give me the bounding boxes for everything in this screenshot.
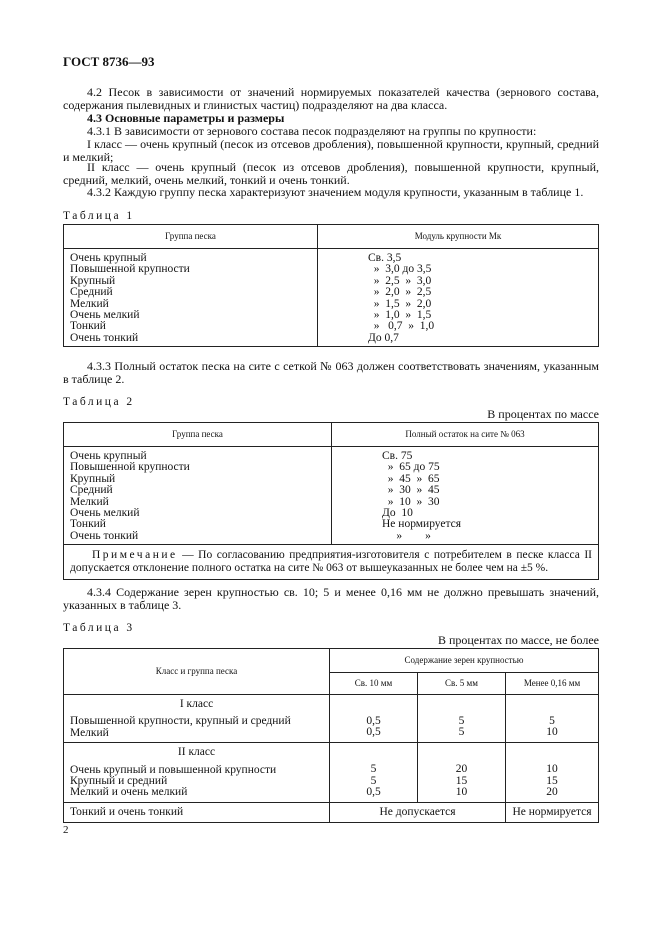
table-2: [63, 422, 599, 580]
list-item: Св. 3,5: [368, 252, 402, 264]
table-2-unit: В процентах по массе: [487, 407, 599, 421]
list-item: Повышенной крупности: [70, 461, 190, 474]
table-3-col-over-10: Св. 10 мм: [330, 673, 418, 695]
list-item: » 3,0 до 3,5: [368, 263, 432, 276]
table-cell: 5: [458, 715, 465, 727]
table-2-caption: Таблица 2: [63, 396, 135, 408]
list-item: Повышенной крупности: [70, 263, 190, 276]
table-3: [63, 648, 599, 823]
list-item: Очень мелкий: [70, 308, 140, 321]
paragraph-4-3-4: 4.3.4 Содержание зерен крупностью св. 10; 5 и менее 0,16 мм не должно превышать значений, указанных в таблице 3.: [63, 585, 599, 612]
list-item: Крупный: [70, 274, 116, 287]
table-1-caption: Таблица 1: [63, 210, 135, 222]
table-cell: 5: [549, 715, 555, 727]
list-item: Очень мелкий: [70, 506, 140, 519]
table-cell: 10: [546, 763, 558, 776]
paragraph-4-3-3: 4.3.3 Полный остаток песка на сите с сеткой № 063 должен соответствовать значениям, указанным в таблице 2.: [63, 359, 599, 386]
list-item: Тонкий: [70, 320, 106, 333]
list-item: Мелкий: [70, 297, 109, 310]
list-item: Очень тонкий: [70, 331, 139, 344]
table-row: Повышенной крупности, крупный и средний: [70, 715, 291, 728]
list-item: » 2,0 » 2,5: [368, 286, 432, 299]
list-item: До 10: [382, 506, 413, 519]
table-3-caption: Таблица 3: [63, 622, 135, 634]
paragraph-4-3-2: 4.3.2 Каждую группу песка характеризуют значением модуля крупности, указанным в таблице 1.: [87, 185, 584, 199]
table-row: Очень крупный и повышенной крупности: [70, 763, 277, 776]
table-cell: 0,5: [366, 726, 381, 739]
paragraph-class-2: II класс — очень крупный (песок из отсевов дробления), повышенной крупности, крупный, средний, мелкий, очень мелкий, тонкий и очень тонкий.: [63, 160, 599, 187]
table-3-col-class: Класс и группа песка: [64, 649, 330, 695]
paragraph-class-1: I класс — очень крупный (песок из отсевов дробления), повышенной крупности, крупный, средний и мелкий;: [63, 137, 599, 164]
list-item: Средний: [70, 286, 113, 299]
table-cell: 5: [370, 774, 377, 787]
table-cell: 20: [546, 786, 558, 799]
class-2-heading: II класс: [177, 746, 216, 759]
list-item: Очень крупный: [70, 450, 147, 462]
table-2-col-group: Группа песка: [64, 423, 332, 447]
list-item: » »: [382, 529, 431, 542]
table-cell: Не допускается: [330, 802, 506, 822]
list-item: Тонкий: [70, 518, 106, 531]
table-row: Крупный и средний: [70, 775, 168, 788]
list-item: » 0,7 » 1,0: [368, 320, 435, 333]
paragraph-4-3-1: 4.3.1 В зависимости от зернового состава песок подразделяют на группы по крупности:: [87, 124, 537, 138]
table-1-col-group: Группа песка: [64, 225, 318, 249]
list-item: Св. 75: [382, 450, 413, 462]
list-item: Крупный: [70, 472, 116, 485]
list-item: До 0,7: [368, 331, 399, 344]
table-cell: 0,5: [366, 786, 381, 799]
table-cell: 20: [455, 763, 468, 776]
table-cell: Не нормируется: [506, 802, 599, 822]
table-row: Мелкий: [70, 726, 109, 739]
list-item: » 1,0 » 1,5: [368, 308, 432, 321]
note-label: Примечание: [92, 549, 178, 562]
list-item: Мелкий: [70, 495, 109, 508]
document-header: ГОСТ 8736—93: [63, 54, 155, 69]
list-item: » 2,5 » 3,0: [368, 274, 432, 287]
table-cell: 0,5: [366, 715, 381, 727]
table-cell: 10: [455, 786, 468, 799]
table-3-col-over-5: Св. 5 мм: [418, 673, 506, 695]
section-4-3-title: 4.3 Основные параметры и размеры: [87, 111, 285, 125]
table-cell: 15: [546, 774, 558, 787]
table-2-col-residue: Полный остаток на сите № 063: [332, 423, 599, 447]
list-item: » 65 до 75: [382, 461, 440, 474]
list-item: » 10 » 30: [382, 495, 440, 508]
table-row: Мелкий и очень мелкий: [70, 786, 188, 799]
list-item: Очень крупный: [70, 252, 147, 264]
page-number: 2: [63, 824, 69, 836]
table-3-col-group: Содержание зерен крупностью: [330, 649, 599, 673]
table-cell: 10: [546, 726, 558, 739]
table-cell: 5: [370, 763, 377, 776]
table-cell: 15: [455, 774, 468, 787]
table-2-note: [64, 545, 599, 580]
table-3-col-under-016: Менее 0,16 мм: [506, 673, 599, 695]
table-cell: 5: [458, 726, 465, 739]
note-text: — По согласованию предприятия-изготовителя с потребителем в песке класса II допускается отклонение полного остатка на сите № 063 от вышеуказанных не более чем на ±5 %.: [70, 549, 592, 575]
list-item: » 45 » 65: [382, 472, 440, 485]
table-row: Тонкий и очень тонкий: [64, 802, 330, 822]
paragraph-4-2: 4.2 Песок в зависимости от значений нормируемых показателей качества (зернового состава, содержания пылевидных и глинистых частиц) подразделяют на два класса.: [63, 85, 599, 112]
class-1-heading: I класс: [179, 698, 214, 710]
list-item: Не нормируется: [382, 518, 462, 531]
list-item: » 30 » 45: [382, 484, 440, 497]
table-3-unit: В процентах по массе, не более: [437, 633, 599, 647]
table-1: [63, 224, 599, 347]
list-item: Очень тонкий: [70, 529, 139, 542]
table-1-col-modulus: Модуль крупности Мк: [318, 225, 599, 249]
list-item: » 1,5 » 2,0: [368, 297, 432, 310]
list-item: Средний: [70, 484, 113, 497]
